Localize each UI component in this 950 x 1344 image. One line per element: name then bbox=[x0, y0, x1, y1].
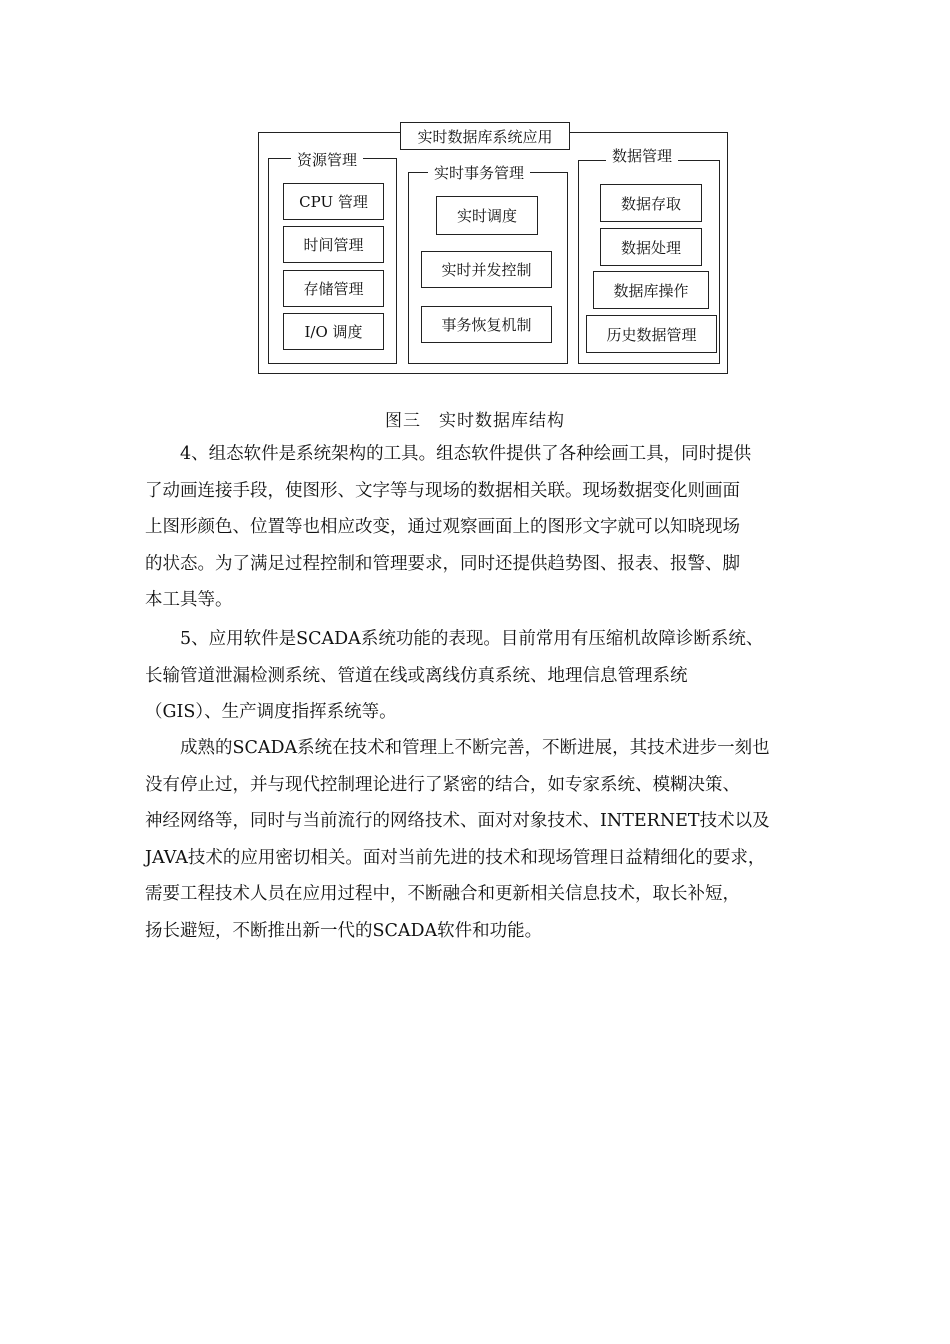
text-line: 没有停止过，并与现代控制理论进行了紧密的结合，如专家系统、模糊决策、 bbox=[145, 774, 740, 795]
database-operation-box: 数据库操作 bbox=[593, 271, 709, 309]
text-line: 本工具等。 bbox=[145, 590, 233, 610]
text-line: 长输管道泄漏检测系统、管道在线或离线仿真系统、地理信息管理系统 bbox=[145, 665, 688, 686]
paragraph-application-software bbox=[145, 621, 810, 731]
text-line: 了动画连接手段，使图形、文字等与现场的数据相关联。现场数据变化则画面 bbox=[145, 480, 740, 501]
text-line: （GIS）、生产调度指挥系统等。 bbox=[145, 702, 397, 722]
concurrency-control-box: 实时并发控制 bbox=[421, 251, 552, 288]
paragraph-configuration-software bbox=[145, 436, 810, 619]
cpu-management-box: CPU 管理 bbox=[283, 183, 384, 220]
realtime-scheduling-box: 实时调度 bbox=[436, 196, 538, 235]
time-management-box: 时间管理 bbox=[283, 226, 384, 263]
text-line: 4、组态软件是系统架构的工具。组态软件提供了各种绘画工具，同时提供 bbox=[145, 444, 752, 464]
text-line: 成熟的SCADA系统在技术和管理上不断完善，不断进展，其技术进步一刻也 bbox=[145, 738, 770, 758]
data-processing-box: 数据处理 bbox=[600, 228, 702, 266]
figure-caption: 图三 实时数据库结构 bbox=[385, 411, 565, 431]
history-data-box: 历史数据管理 bbox=[586, 315, 717, 353]
resource-group-title: 资源管理 bbox=[291, 149, 363, 170]
diagram-title: 实时数据库系统应用 bbox=[400, 122, 570, 150]
text-line: 的状态。为了满足过程控制和管理要求，同时还提供趋势图、报表、报警、脚 bbox=[145, 553, 740, 574]
text-line: 上图形颜色、位置等也相应改变，通过观察画面上的图形文字就可以知晓现场 bbox=[145, 517, 740, 537]
data-access-box: 数据存取 bbox=[600, 184, 702, 222]
paragraph-mature-scada bbox=[145, 730, 810, 949]
io-scheduling-box: I/O 调度 bbox=[283, 313, 384, 350]
text-line: 需要工程技术人员在应用过程中，不断融合和更新相关信息技术，取长补短， bbox=[145, 884, 740, 904]
transaction-group-title: 实时事务管理 bbox=[428, 162, 530, 183]
text-line: 5、应用软件是SCADA系统功能的表现。目前常用有压缩机故障诊断系统、 bbox=[145, 629, 764, 649]
text-line: 神经网络等，同时与当前流行的网络技术、面对对象技术、INTERNET技术以及 bbox=[145, 811, 770, 831]
storage-management-box: 存储管理 bbox=[283, 270, 384, 307]
data-group-title: 数据管理 bbox=[606, 145, 678, 166]
text-line: JAVA技术的应用密切相关。面对当前先进的技术和现场管理日益精细化的要求， bbox=[145, 847, 766, 868]
transaction-recovery-box: 事务恢复机制 bbox=[421, 306, 552, 343]
text-line: 扬长避短，不断推出新一代的SCADA软件和功能。 bbox=[145, 920, 543, 941]
